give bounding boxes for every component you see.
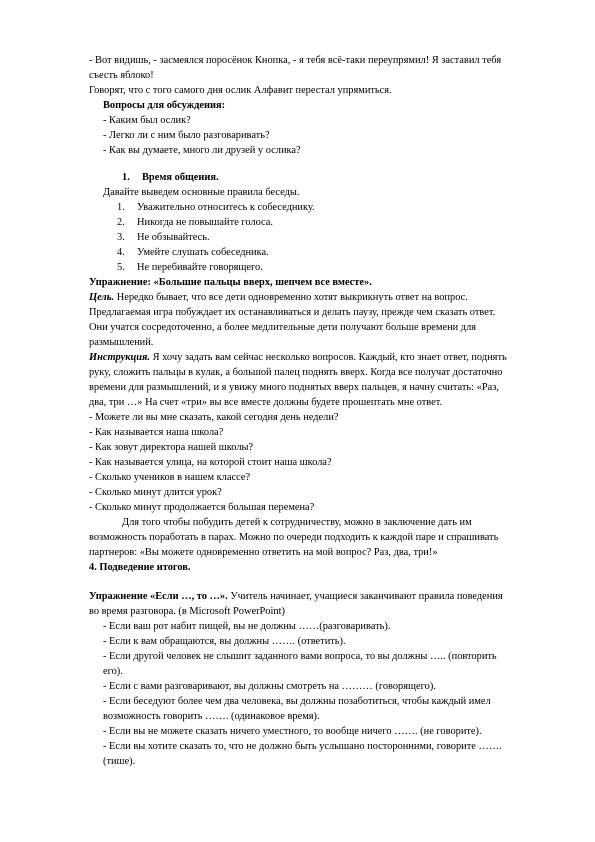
condition-item: - Если вы хотите сказать то, что не должно быть услышано посторонними, говорите ……. (тише). — [103, 741, 502, 767]
exercise-question: - Как называется наша школа? — [89, 427, 224, 438]
section1-intro: Давайте выведем основные правила беседы. — [103, 187, 300, 198]
story-line: Говорят, что с того самого дня ослик Алфавит перестал упрямиться. — [89, 85, 392, 96]
instruction-label: Инструкция. — [89, 352, 150, 363]
exercise-question: - Сколько учеников в нашем классе? — [89, 472, 251, 483]
question-item: - Легко ли с ним было разговаривать? — [103, 130, 270, 141]
exercise-question: - Можете ли вы мне сказать, какой сегодня день недели? — [89, 412, 339, 423]
rule-item: 3. Не обзывайтесь. — [117, 232, 210, 243]
section1-heading — [89, 170, 509, 185]
exercise-question: - Как зовут директора нашей школы? — [89, 442, 254, 453]
section4-title: 4. Подведение итогов. — [89, 562, 191, 573]
condition-item: - Если с вами разговаривают, вы должны смотреть на ……… (говорящего). — [103, 681, 436, 692]
condition-item: - Если к вам обращаются, вы должны ……. (ответить). — [103, 636, 346, 647]
condition-item: - Если другой человек не слышит заданного вами вопроса, то вы должны ….. (повторить его). — [103, 651, 497, 677]
exercise-question: - Сколько минут длится урок? — [89, 487, 222, 498]
exercise2-header — [89, 589, 509, 619]
spacer — [89, 158, 509, 170]
exercise1-instruction — [89, 350, 509, 410]
exercise1-conclusion: Для того чтобы побудить детей к сотрудничеству, можно в заключение дать им возможность поработать в парах. Можно по очереди подходить к каждой паре и спрашивать партнеров: «Вы можете одновременно ответить на мой вопрос? Раз, два, три!» — [89, 517, 499, 558]
goal-text: Нередко бывает, что все дети одновременно хотят выкрикнуть ответ на вопрос. Предлагаемая игра побуждает их останавливаться и делать паузу, прежде чем сказать ответ. Они учатся сосредоточенно, а более медлительные дети получают больше времени для размышлений. — [89, 292, 496, 348]
exercise-question: - Как называется улица, на которой стоит наша школа? — [89, 457, 332, 468]
exercise1-questions — [89, 410, 509, 515]
spacer — [89, 575, 509, 589]
exercise1-title: Упражнение: «Большие пальцы вверх, шепчем все вместе». — [89, 277, 372, 288]
rule-item: 5. Не перебивайте говорящего. — [117, 262, 263, 273]
story-line: - Вот видишь, - засмеялся поросёнок Кнопка, - я тебя всё-таки переупрямил! Я заставил тебя съесть яблоко! — [89, 55, 502, 81]
rules-list — [89, 200, 509, 275]
question-item: - Каким был ослик? — [103, 115, 191, 126]
rule-item: 2. Никогда не повышайте голоса. — [117, 217, 274, 228]
goal-label: Цель. — [89, 292, 115, 303]
section1-title: Время общения. — [142, 172, 219, 183]
rule-item: 4. Умейте слушать собеседника. — [117, 247, 269, 258]
exercise1-goal — [89, 290, 509, 350]
rule-item: 1. Уважительно относитесь к собеседнику. — [117, 202, 315, 213]
exercise2-items — [89, 619, 509, 769]
exercise2-intro: Учитель начинает, учащиеся заканчивают правила поведения во время разговора. (в Microsoft PowerPoint) — [89, 591, 503, 617]
instruction-text: Я хочу задать вам сейчас несколько вопросов. Каждый, кто знает ответ, поднять руку, сложить пальцы в кулак, а большой палец поднять вверх. Когда все получат достаточно времени для размышлений, и я увижу много поднятых вверх пальцев, я начну считать: «Раз, два, три …» На счет «три» вы все вместе должны будете прошептать мне ответ. — [89, 352, 507, 408]
condition-item: - Если беседуют более чем два человека, вы должны позаботиться, чтобы каждый имел возможность говорить ……. (одинаковое время). — [103, 696, 491, 722]
condition-item: - Если вы не можете сказать ничего уместного, то вообще ничего ……. (не говорите). — [103, 726, 482, 737]
questions-heading: Вопросы для обсуждения: — [103, 100, 226, 111]
condition-item: - Если ваш рот набит пищей, вы не должны ……(разговаривать). — [103, 621, 391, 632]
exercise2-title: Упражнение «Если …, то …». — [89, 591, 228, 602]
document-body — [89, 53, 509, 769]
questions-list — [89, 113, 509, 158]
exercise-question: - Сколько минут продолжается большая перемена? — [89, 502, 315, 513]
section1-number: 1. — [122, 172, 130, 183]
question-item: - Как вы думаете, много ли друзей у ослика? — [103, 145, 301, 156]
